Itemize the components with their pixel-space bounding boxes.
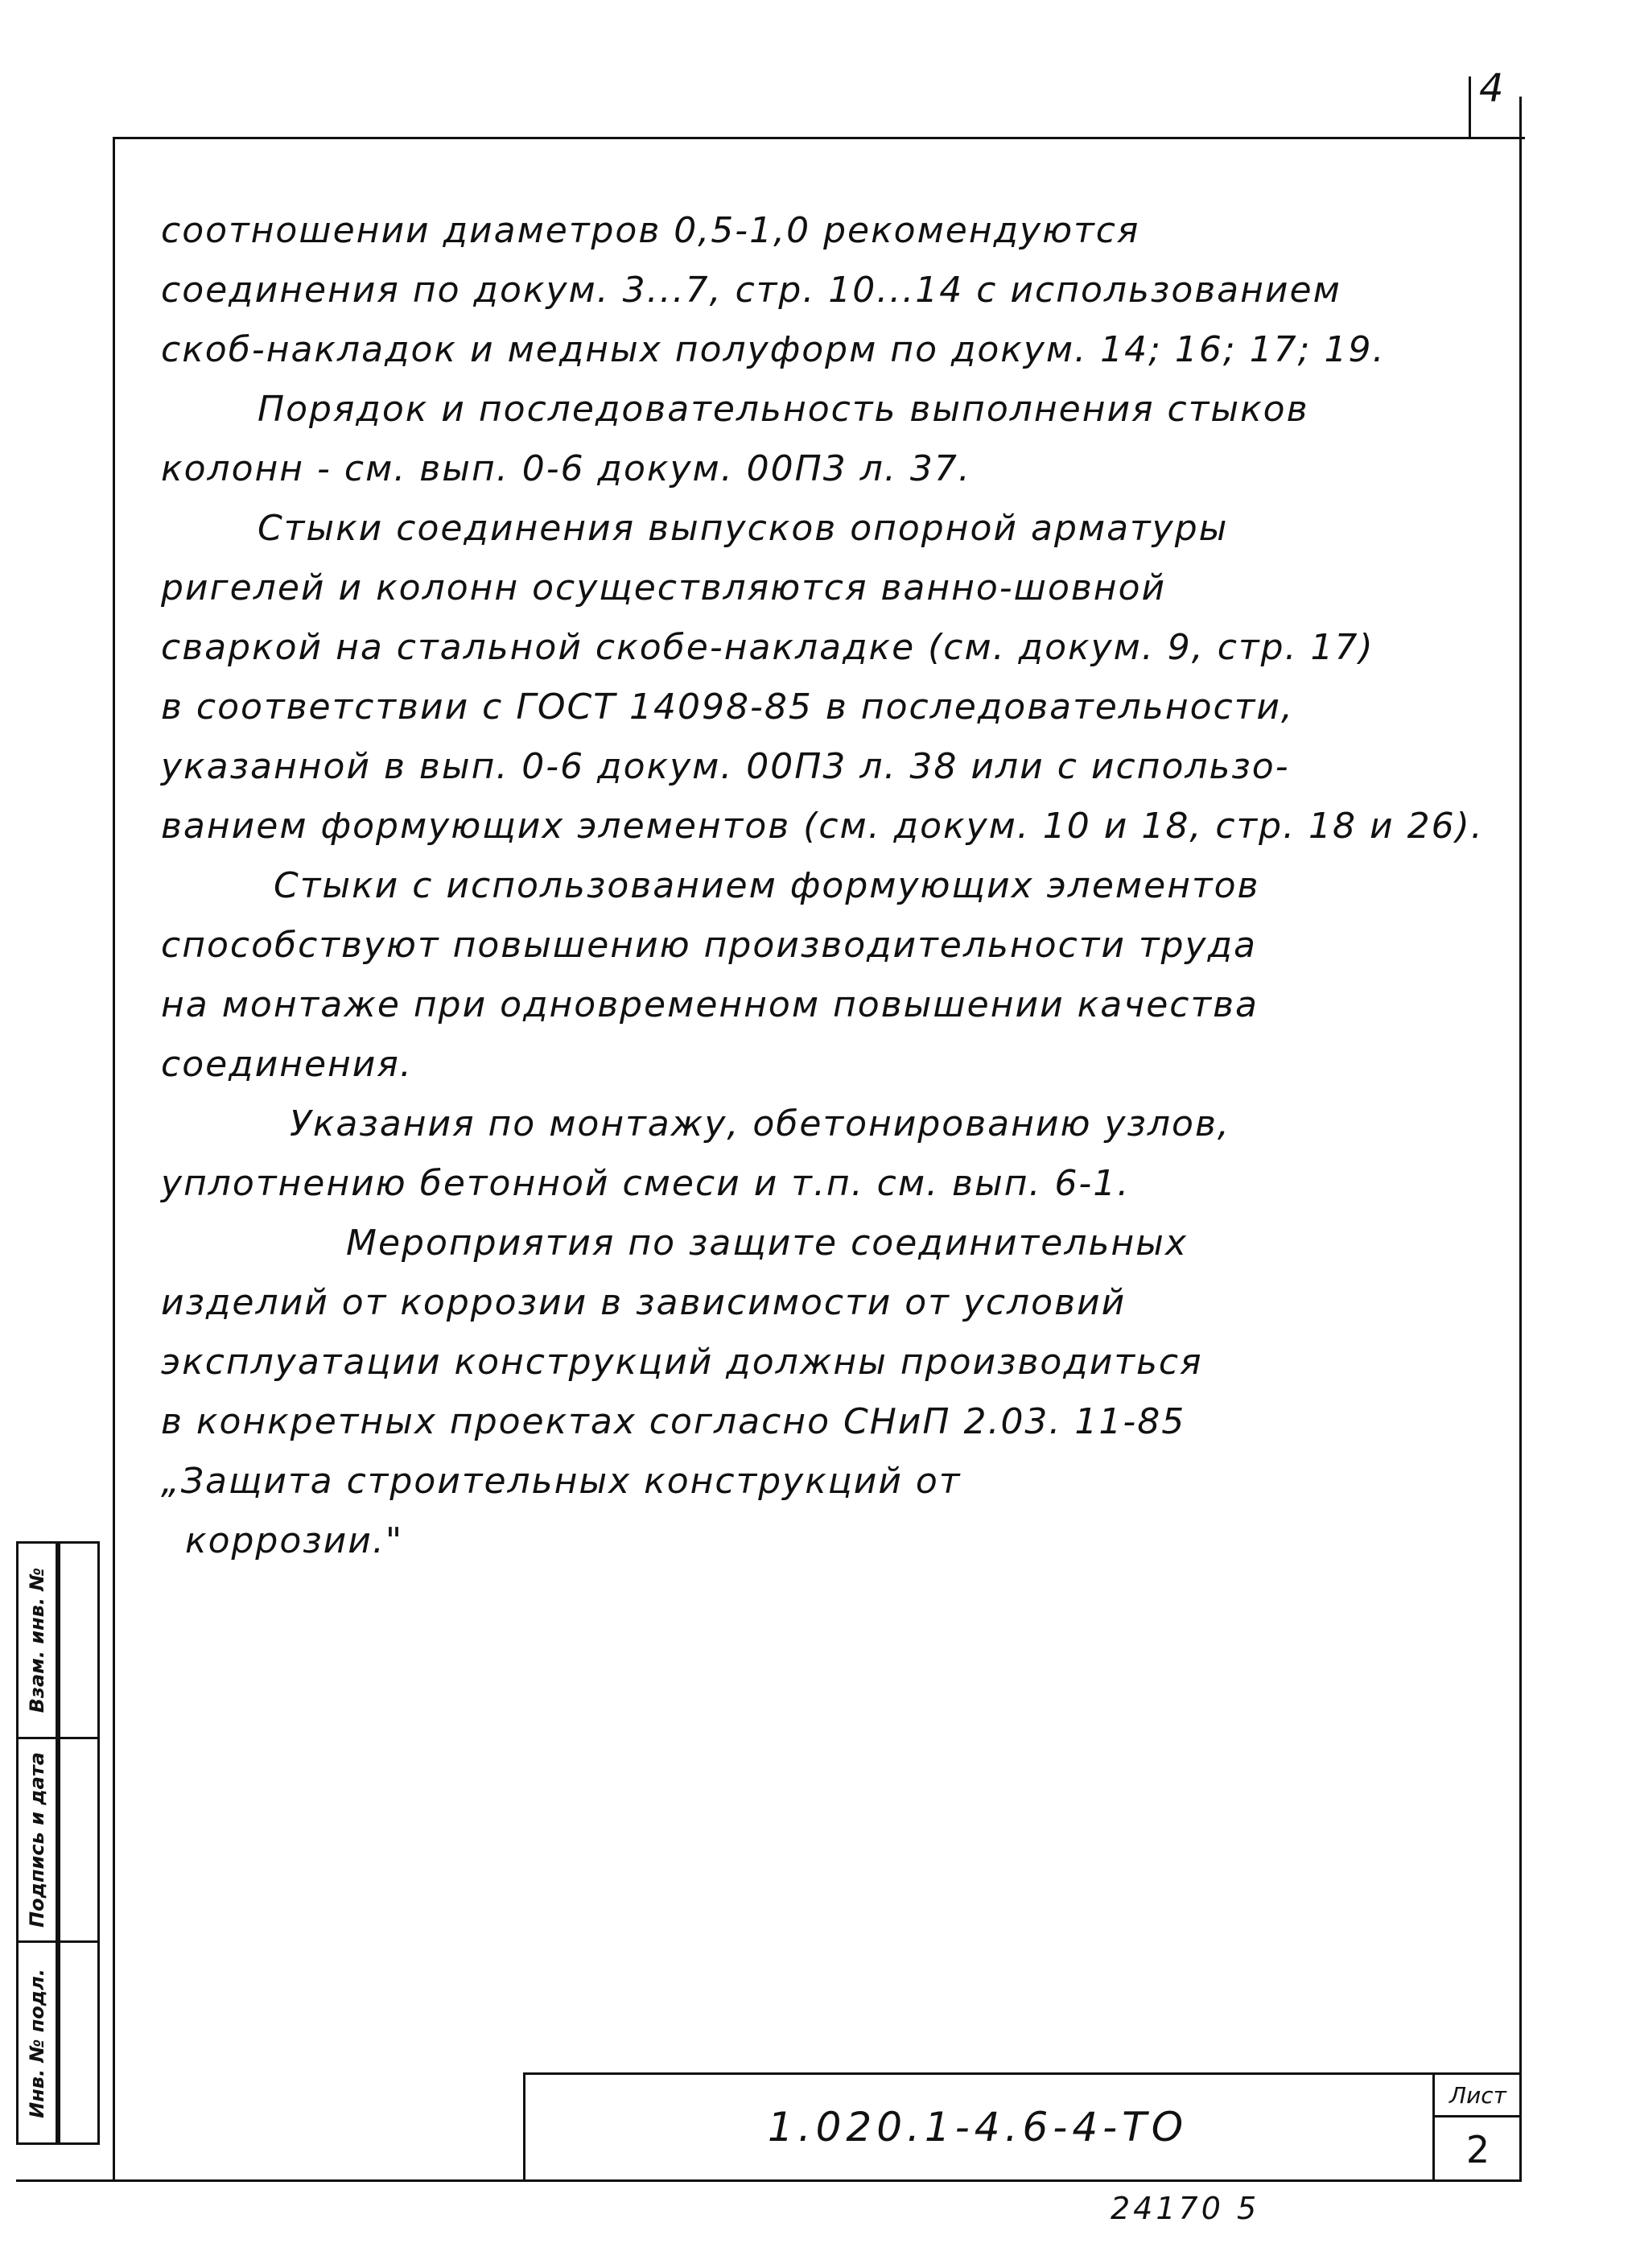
text-line: Порядок и последовательность выполнения стыков [258,389,1309,430]
sheet-box [1432,2072,1521,2181]
inv-podl-label: Инв. № подл. [26,1969,48,2118]
text-line: скоб-накладок и медных полуформ по докум. 14; 16; 17; 19. [161,329,1386,370]
text-line: Указания по монтажу, обетонированию узлов, [290,1103,1230,1144]
text-line: соединения. [161,1044,413,1085]
vzam-inv-label: Взам. инв. № [26,1567,48,1713]
side-stamp-values [58,1541,100,2145]
text-line: ванием формующих элементов (см. докум. 10 и 18, стр. 18 и 26). [161,806,1484,847]
side-stamp-labels [16,1541,58,2145]
text-line: в конкретных проектах согласно СНиП 2.03. 11-85 [161,1401,1186,1442]
sheet-number: 2 [1465,2128,1490,2171]
text-line: на монтаже при одновременном повышении качества [161,984,1259,1025]
side-stamp [16,1541,101,2145]
page-number: 4 [1479,66,1504,111]
body-text [161,201,1484,1571]
podpis-data-label: Подпись и дата [26,1752,48,1928]
text-line: указанной в вып. 0-6 докум. 00П3 л. 38 или с использо- [161,746,1290,787]
title-block [523,2072,1521,2181]
text-line: соединения по докум. 3...7, стр. 10...14 с использованием [161,270,1341,311]
document-code: 1.020.1-4.6-4-ТО [767,2103,1189,2150]
text-line: Стыки с использованием формующих элементов [274,865,1260,906]
text-line: колонн - см. вып. 0-6 докум. 00П3 л. 37. [161,448,971,489]
side-divider [60,1940,97,1943]
text-line: Стыки соединения выпусков опорной арматуры [258,508,1229,549]
frame-left [113,137,115,2181]
text-line: соотношении диаметров 0,5-1,0 рекомендуются [161,210,1140,251]
sheet-label: Лист [1435,2075,1521,2117]
text-line: коррозии." [185,1520,404,1561]
text-line: в соответствии с ГОСТ 14098-85 в последовательности, [161,687,1294,728]
text-line: способствуют повышению производительности труда [161,925,1257,966]
frame-right [1519,97,1522,2181]
side-divider [60,1737,97,1739]
text-line: изделий от коррозии в зависимости от условий [161,1282,1127,1323]
text-line: сваркой на стальной скобе-накладке (см. докум. 9, стр. 17) [161,627,1374,668]
archive-number: 24170 5 [1111,2191,1260,2226]
text-line: „Защита строительных конструкций от [161,1461,962,1502]
text-line: ригелей и колонн осуществляются ванно-шовной [161,567,1167,608]
text-line: Мероприятия по защите соединительных [346,1223,1188,1264]
corner-tick [1469,76,1471,137]
frame-top [113,137,1525,139]
text-line: уплотнению бетонной смеси и т.п. см. вып. 6-1. [161,1163,1131,1204]
text-line: эксплуатации конструкций должны производиться [161,1342,1203,1383]
